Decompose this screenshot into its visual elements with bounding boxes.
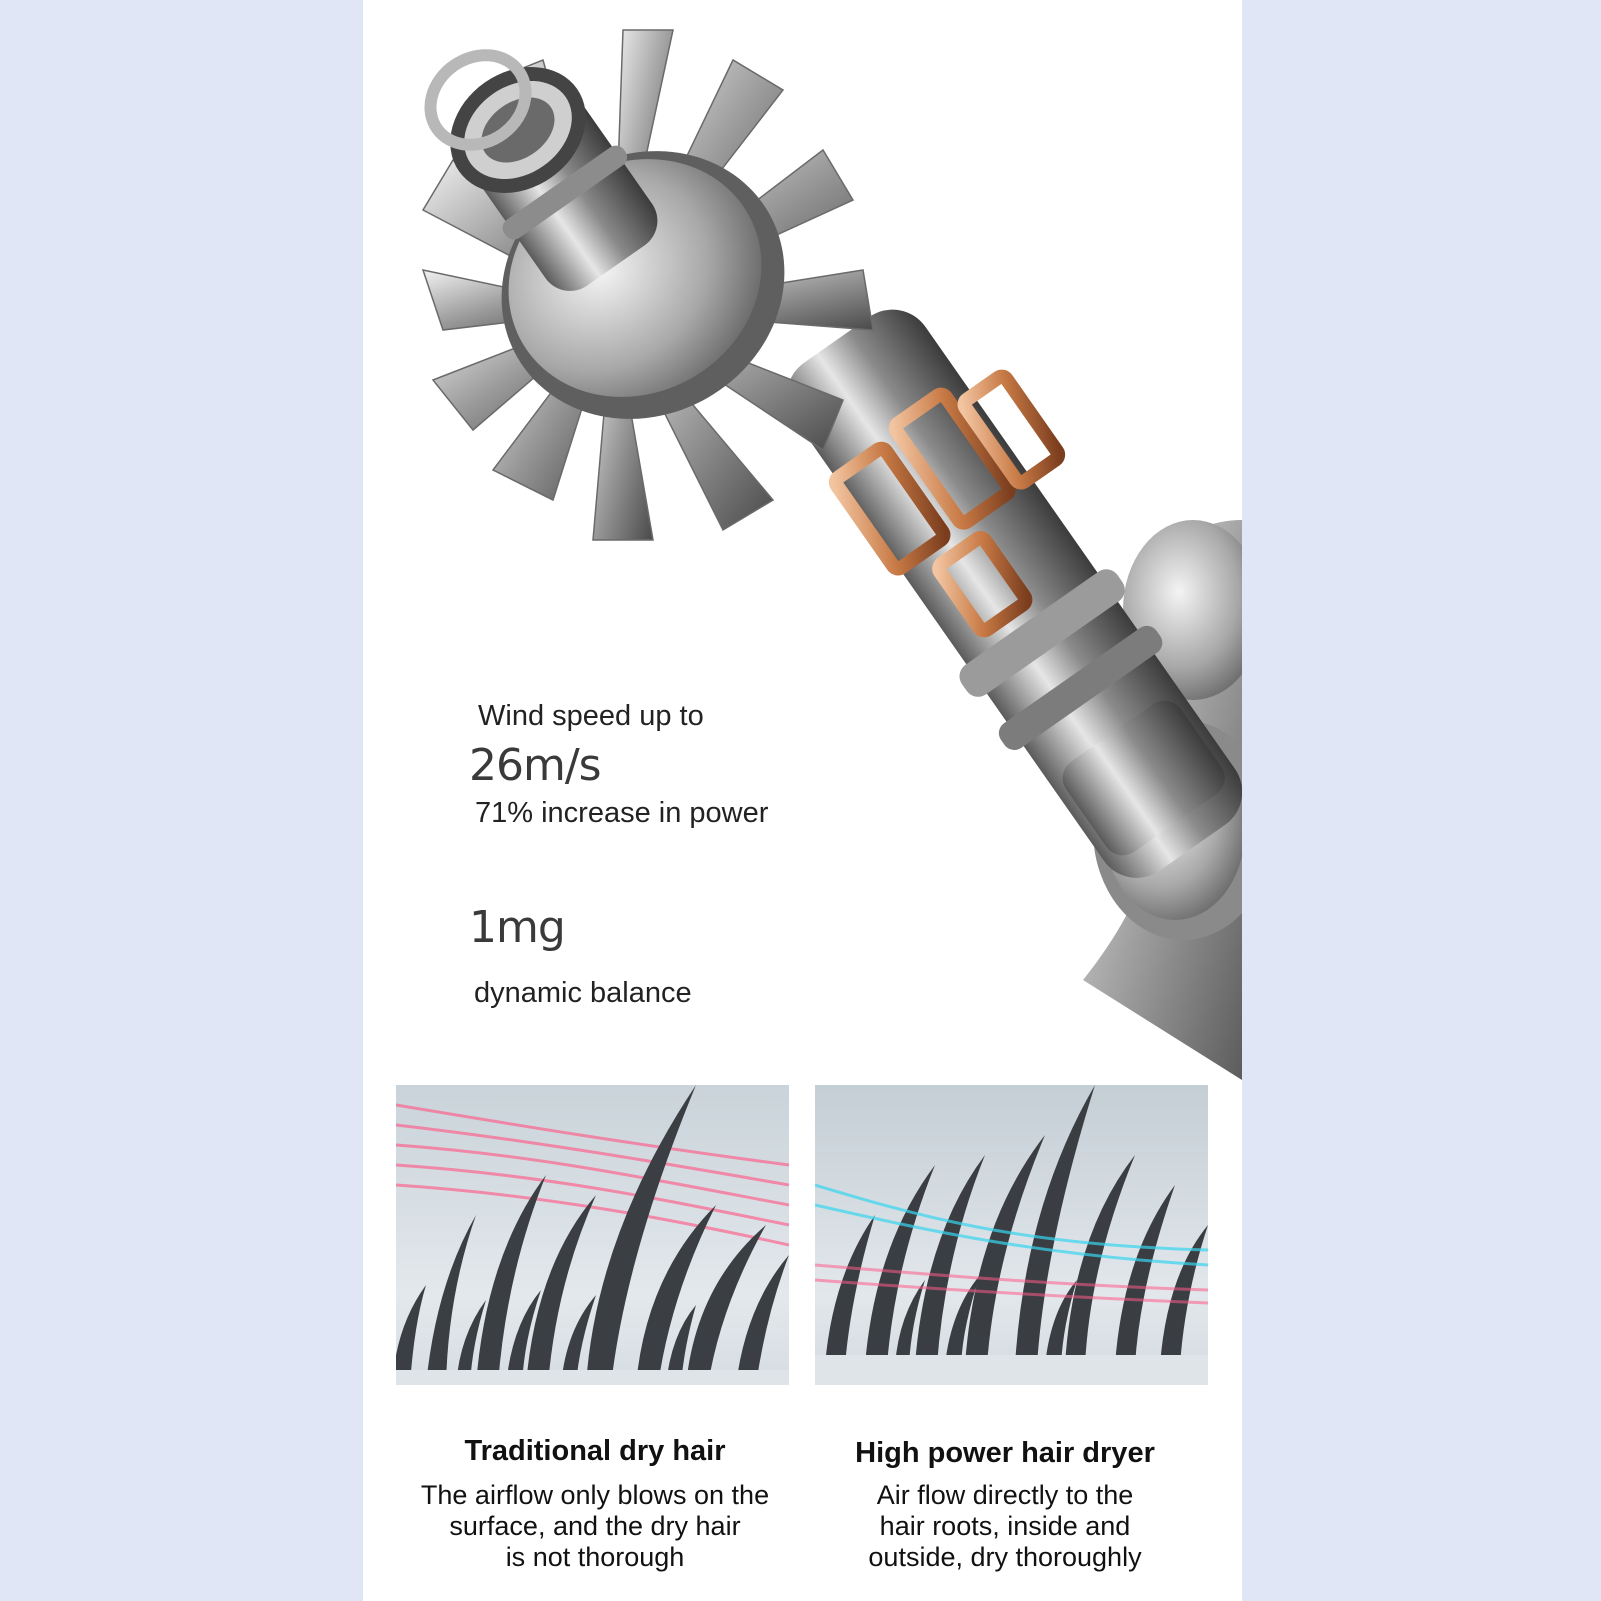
balance-value: 1mg	[469, 902, 565, 953]
high-power-line-1: Air flow directly to the	[876, 1480, 1134, 1510]
traditional-title: Traditional dry hair	[464, 1435, 726, 1467]
wind-speed-value: 26m/s	[469, 740, 601, 791]
power-increase-text: 71% increase in power	[475, 797, 769, 829]
balance-label: dynamic balance	[474, 977, 692, 1009]
high-power-title: High power hair dryer	[855, 1437, 1155, 1469]
wind-speed-label: Wind speed up to	[478, 700, 704, 732]
traditional-line-2: surface, and the dry hair	[449, 1511, 741, 1541]
product-panel	[363, 0, 1242, 1601]
traditional-line-1: The airflow only blows on the	[420, 1480, 770, 1510]
high-power-line-2: hair roots, inside and	[879, 1511, 1131, 1541]
traditional-description	[385, 1480, 805, 1573]
traditional-dry-photo	[396, 1085, 789, 1385]
high-power-line-3: outside, dry thoroughly	[868, 1542, 1142, 1572]
high-power-dryer-photo	[815, 1085, 1208, 1385]
high-power-description	[795, 1480, 1215, 1573]
traditional-line-3: is not thorough	[505, 1542, 685, 1572]
